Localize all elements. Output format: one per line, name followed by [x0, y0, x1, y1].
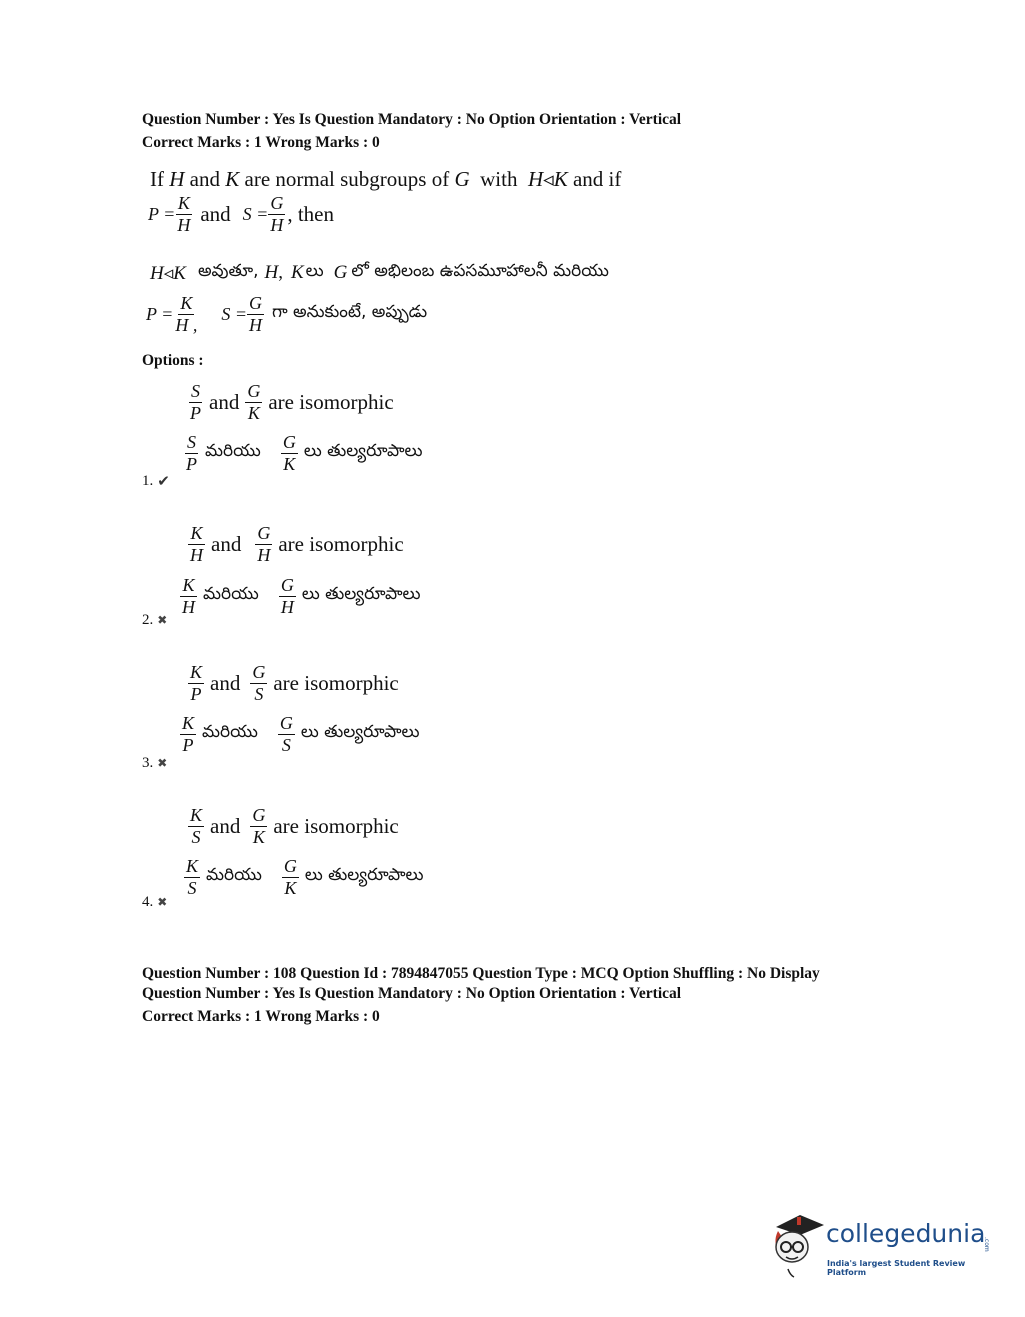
- wrong-cross-icon: ✖: [157, 895, 168, 909]
- wrong-cross-icon: ✖: [157, 756, 168, 770]
- next-question-meta-line-1: Question Number : 108 Question Id : 7894847055 Question Type : MCQ Option Shuffling : No Display: [142, 965, 820, 982]
- option-1-number[interactable]: 1. ✔: [142, 473, 170, 490]
- fraction-G-over-H: $\frac{G}{H}$: [270, 193, 284, 235]
- option-3-english: $\frac{K}{P}$ and $\frac{G}{S}$ are isomorphic: [190, 662, 399, 704]
- option-3-number[interactable]: 3. ✖: [142, 755, 168, 771]
- logo-tagline: India's largest Student Review Platform: [827, 1259, 966, 1277]
- wrong-cross-icon: ✖: [157, 613, 168, 627]
- option-2-number[interactable]: 2. ✖: [142, 612, 168, 628]
- collegedunia-logo[interactable]: [768, 1213, 993, 1283]
- fraction-K-over-H: $\frac{K}{H}$: [177, 193, 191, 235]
- option-1-english: $\frac{S}{P}$ and $\frac{G}{K}$ are isomorphic: [190, 381, 394, 423]
- next-question-meta-line-2: Question Number : Yes Is Question Mandatory : No Option Orientation : Vertical: [142, 985, 682, 1002]
- question-telugu-line-1: H◃K అవుతూ, H , K లు G లో అభిలంబ ఉపసమూహాలనీ మరియు: [150, 261, 609, 284]
- option-2-english: $\frac{K}{H}$ and $\frac{G}{H}$ are isomorphic: [190, 523, 404, 565]
- logo-dotcom: .com: [983, 1237, 990, 1252]
- option-2-telugu: $\frac{K}{H}$ మరియు $\frac{G}{H}$ లు తుల్యరూపాలు: [182, 575, 421, 617]
- marks-meta-line: Correct Marks : 1 Wrong Marks : 0: [142, 134, 380, 151]
- option-1-telugu: $\frac{S}{P}$ మరియు $\frac{G}{K}$ లు తుల్యరూపాలు: [186, 432, 423, 474]
- option-4-telugu: $\frac{K}{S}$ మరియు $\frac{G}{K}$ లు తుల్యరూపాలు: [186, 856, 424, 898]
- mascot-icon: [768, 1213, 824, 1279]
- correct-check-icon: ✔: [157, 474, 170, 490]
- question-meta-line-1: Question Number : Yes Is Question Mandatory : No Option Orientation : Vertical: [142, 111, 682, 128]
- question-telugu-line-2: P = $\frac{K}{H ,}$ S = $\frac{G}{H}$ గా అనుకుంటే, అప్పుడు: [146, 293, 428, 335]
- next-marks-meta-line: Correct Marks : 1 Wrong Marks : 0: [142, 1008, 380, 1025]
- option-4-number[interactable]: 4. ✖: [142, 894, 168, 910]
- options-label: Options :: [142, 352, 204, 369]
- logo-wordmark: collegedunia: [826, 1219, 986, 1248]
- fraction-G-over-H-telugu: $\frac{G}{H}$: [248, 293, 262, 335]
- option-4-english: $\frac{K}{S}$ and $\frac{G}{K}$ are isomorphic: [190, 805, 399, 847]
- question-english-line-2: P = $\frac{K}{H}$ and S = $\frac{G}{H}$ , then: [148, 193, 334, 235]
- option-3-telugu: $\frac{K}{P}$ మరియు $\frac{G}{S}$ లు తుల్యరూపాలు: [182, 713, 420, 755]
- fraction-K-over-H-telugu: $\frac{K}{H ,}$: [175, 293, 198, 335]
- question-english-line-1: If H and K are normal subgroups of G with H◃K and if: [150, 167, 622, 191]
